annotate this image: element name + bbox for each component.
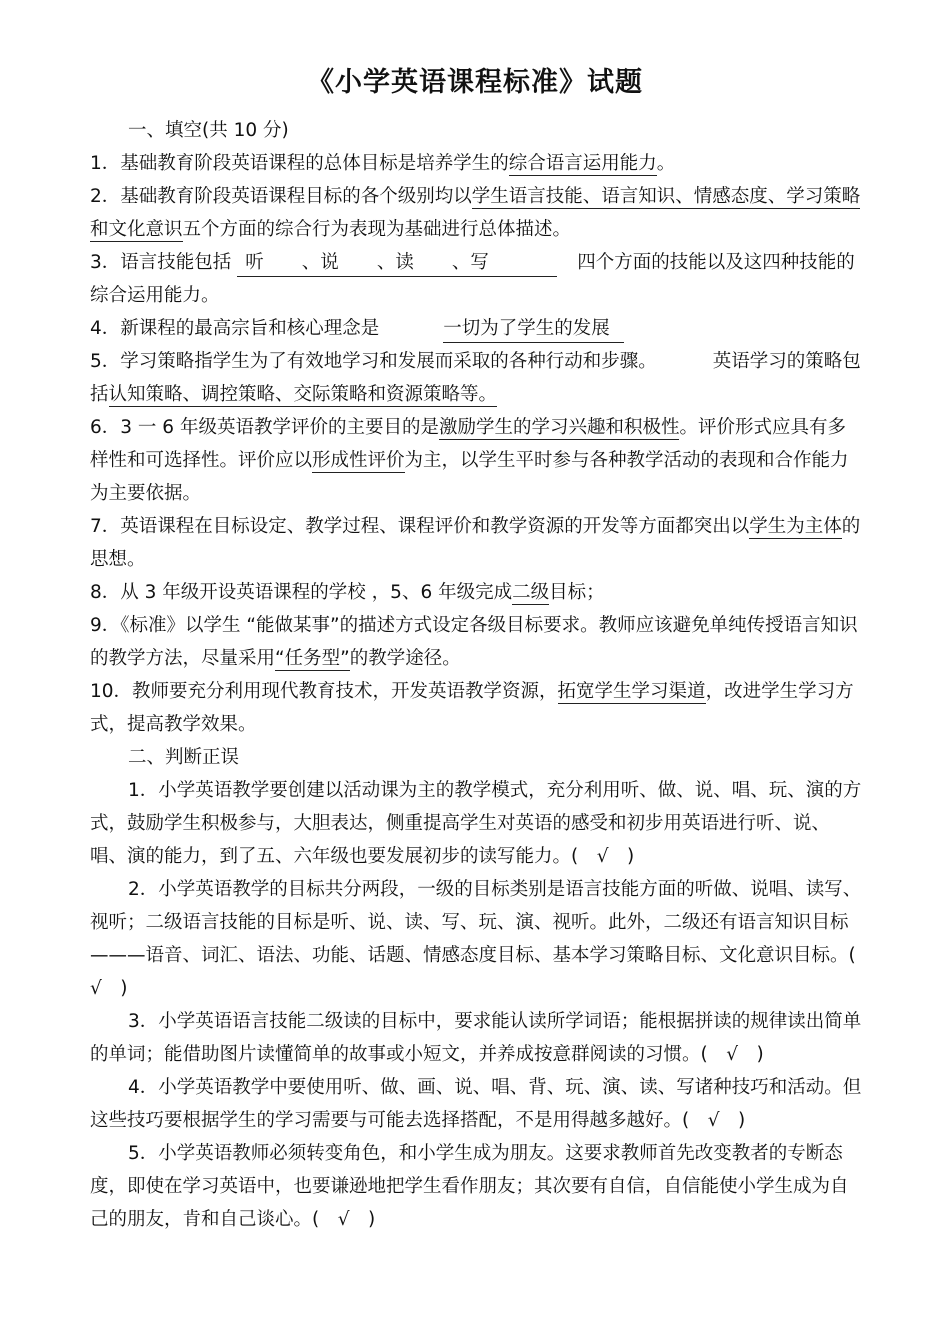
answer-10: 拓宽学生学习渠道 <box>557 681 706 702</box>
answer-5: 认知策略、调控策略、交际策略和资源策略等。 <box>108 384 498 405</box>
answer-2: 学生语言技能、语言知识、情感态度、学习策略和文化意识 <box>90 186 861 240</box>
question-8: 8．从 3 年级开设英语课程的学校 ，5、6 年级完成二级目标； <box>90 582 605 603</box>
answer-3: 听 、说 、读 、写 <box>237 250 557 277</box>
section-heading-fill-blank: 一、填空(共 10 分) <box>128 120 289 141</box>
answer-7: 学生为主体 <box>749 516 842 537</box>
answer-8: 二级 <box>512 582 550 603</box>
judgment-item-3: 3．小学英语语言技能二级读的目标中，要求能认读所学词语；能根据拼读的规律读出简单的单词；能借助图片读懂简单的故事或小短文，并养成按意群阅读的习惯。( √ ) <box>90 1011 862 1065</box>
judgment-item-5: 5．小学英语教师必须转变角色，和小学生成为朋友。这要求教师首先改变教者的专断态度，即使在学习英语中，也要谦逊地把学生看作朋友；其次要有自信，自信能使小学生成为自己的朋友，肯和自己谈心。( √ ) <box>90 1143 849 1230</box>
section-heading-true-false: 二、判断正误 <box>128 747 240 768</box>
question-3: 3．语言技能包括 听 、说 、读 、写 四个方面的技能以及这四种技能的综合运用能力。 <box>90 252 855 306</box>
question-10: 10．教师要充分利用现代教育技术，开发英语教学资源，拓宽学生学习渠道，改进学生学习方式，提高教学效果。 <box>90 681 854 735</box>
question-5: 5．学习策略指学生为了有效地学习和发展而采取的各种行动和步骤。 英语学习的策略包括认知策略、调控策略、交际策略和资源策略等。 <box>90 351 861 405</box>
question-1: 1．基础教育阶段英语课程的总体目标是培养学生的综合语言运用能力。 <box>90 153 676 174</box>
answer-4: 一切为了学生的发展 <box>443 316 624 343</box>
question-2: 2．基础教育阶段英语课程目标的各个级别均以学生语言技能、语言知识、情感态度、学习策略和文化意识五个方面的综合行为表现为基础进行总体描述。 <box>90 186 861 240</box>
question-4: 4．新课程的最高宗旨和核心理念是 一切为了学生的发展 <box>90 312 862 345</box>
page-title: 《小学英语课程标准》试题 <box>307 67 643 98</box>
judgment-item-1: 1．小学英语教学要创建以活动课为主的教学模式，充分利用听、做、说、唱、玩、演的方式，鼓励学生积极参与，大胆表达，侧重提高学生对英语的感受和初步用英语进行听、说、唱、演的能力，到了五、六年级也要发展初步的读写能力。( √ ) <box>90 780 862 867</box>
answer-6a: 激励学生的学习兴趣和积极性 <box>438 417 680 438</box>
question-6: 6．3 一 6 年级英语教学评价的主要目的是激励学生的学习兴趣和积极性。评价形式应具有多样性和可选择性。评价应以形成性评价为主，以学生平时参与各种教学活动的表现和合作能力为主要依据。 <box>90 417 849 504</box>
question-9: 9．《标准》以学生 “能做某事”的描述方式设定各级目标要求。教师应该避免单纯传授语言知识的教学方法，尽量采用“任务型”的教学途径。 <box>90 615 858 669</box>
answer-9: “任务型” <box>275 648 350 669</box>
judgment-item-4: 4．小学英语教学中要使用听、做、画、说、唱、背、玩、演、读、写诸种技巧和活动。但这些技巧要根据学生的学习需要与可能去选择搭配，不是用得越多越好。( √ ) <box>90 1077 862 1131</box>
answer-6b: 形成性评价 <box>312 450 405 471</box>
judgment-item-2: 2．小学英语教学的目标共分两段，一级的目标类别是语言技能方面的听做、说唱、读写、视听；二级语言技能的目标是听、说、读、写、玩、演、视听。此外，二级还有语言知识目标———语音、词汇、语法、功能、话题、情感态度目标、基本学习策略目标、文化意识目标。( √ ) <box>90 879 875 999</box>
document-body <box>90 114 875 1236</box>
question-7: 7．英语课程在目标设定、教学过程、课程评价和教学资源的开发等方面都突出以学生为主体的思想。 <box>90 516 861 570</box>
answer-1: 综合语言运用能力 <box>508 153 657 174</box>
